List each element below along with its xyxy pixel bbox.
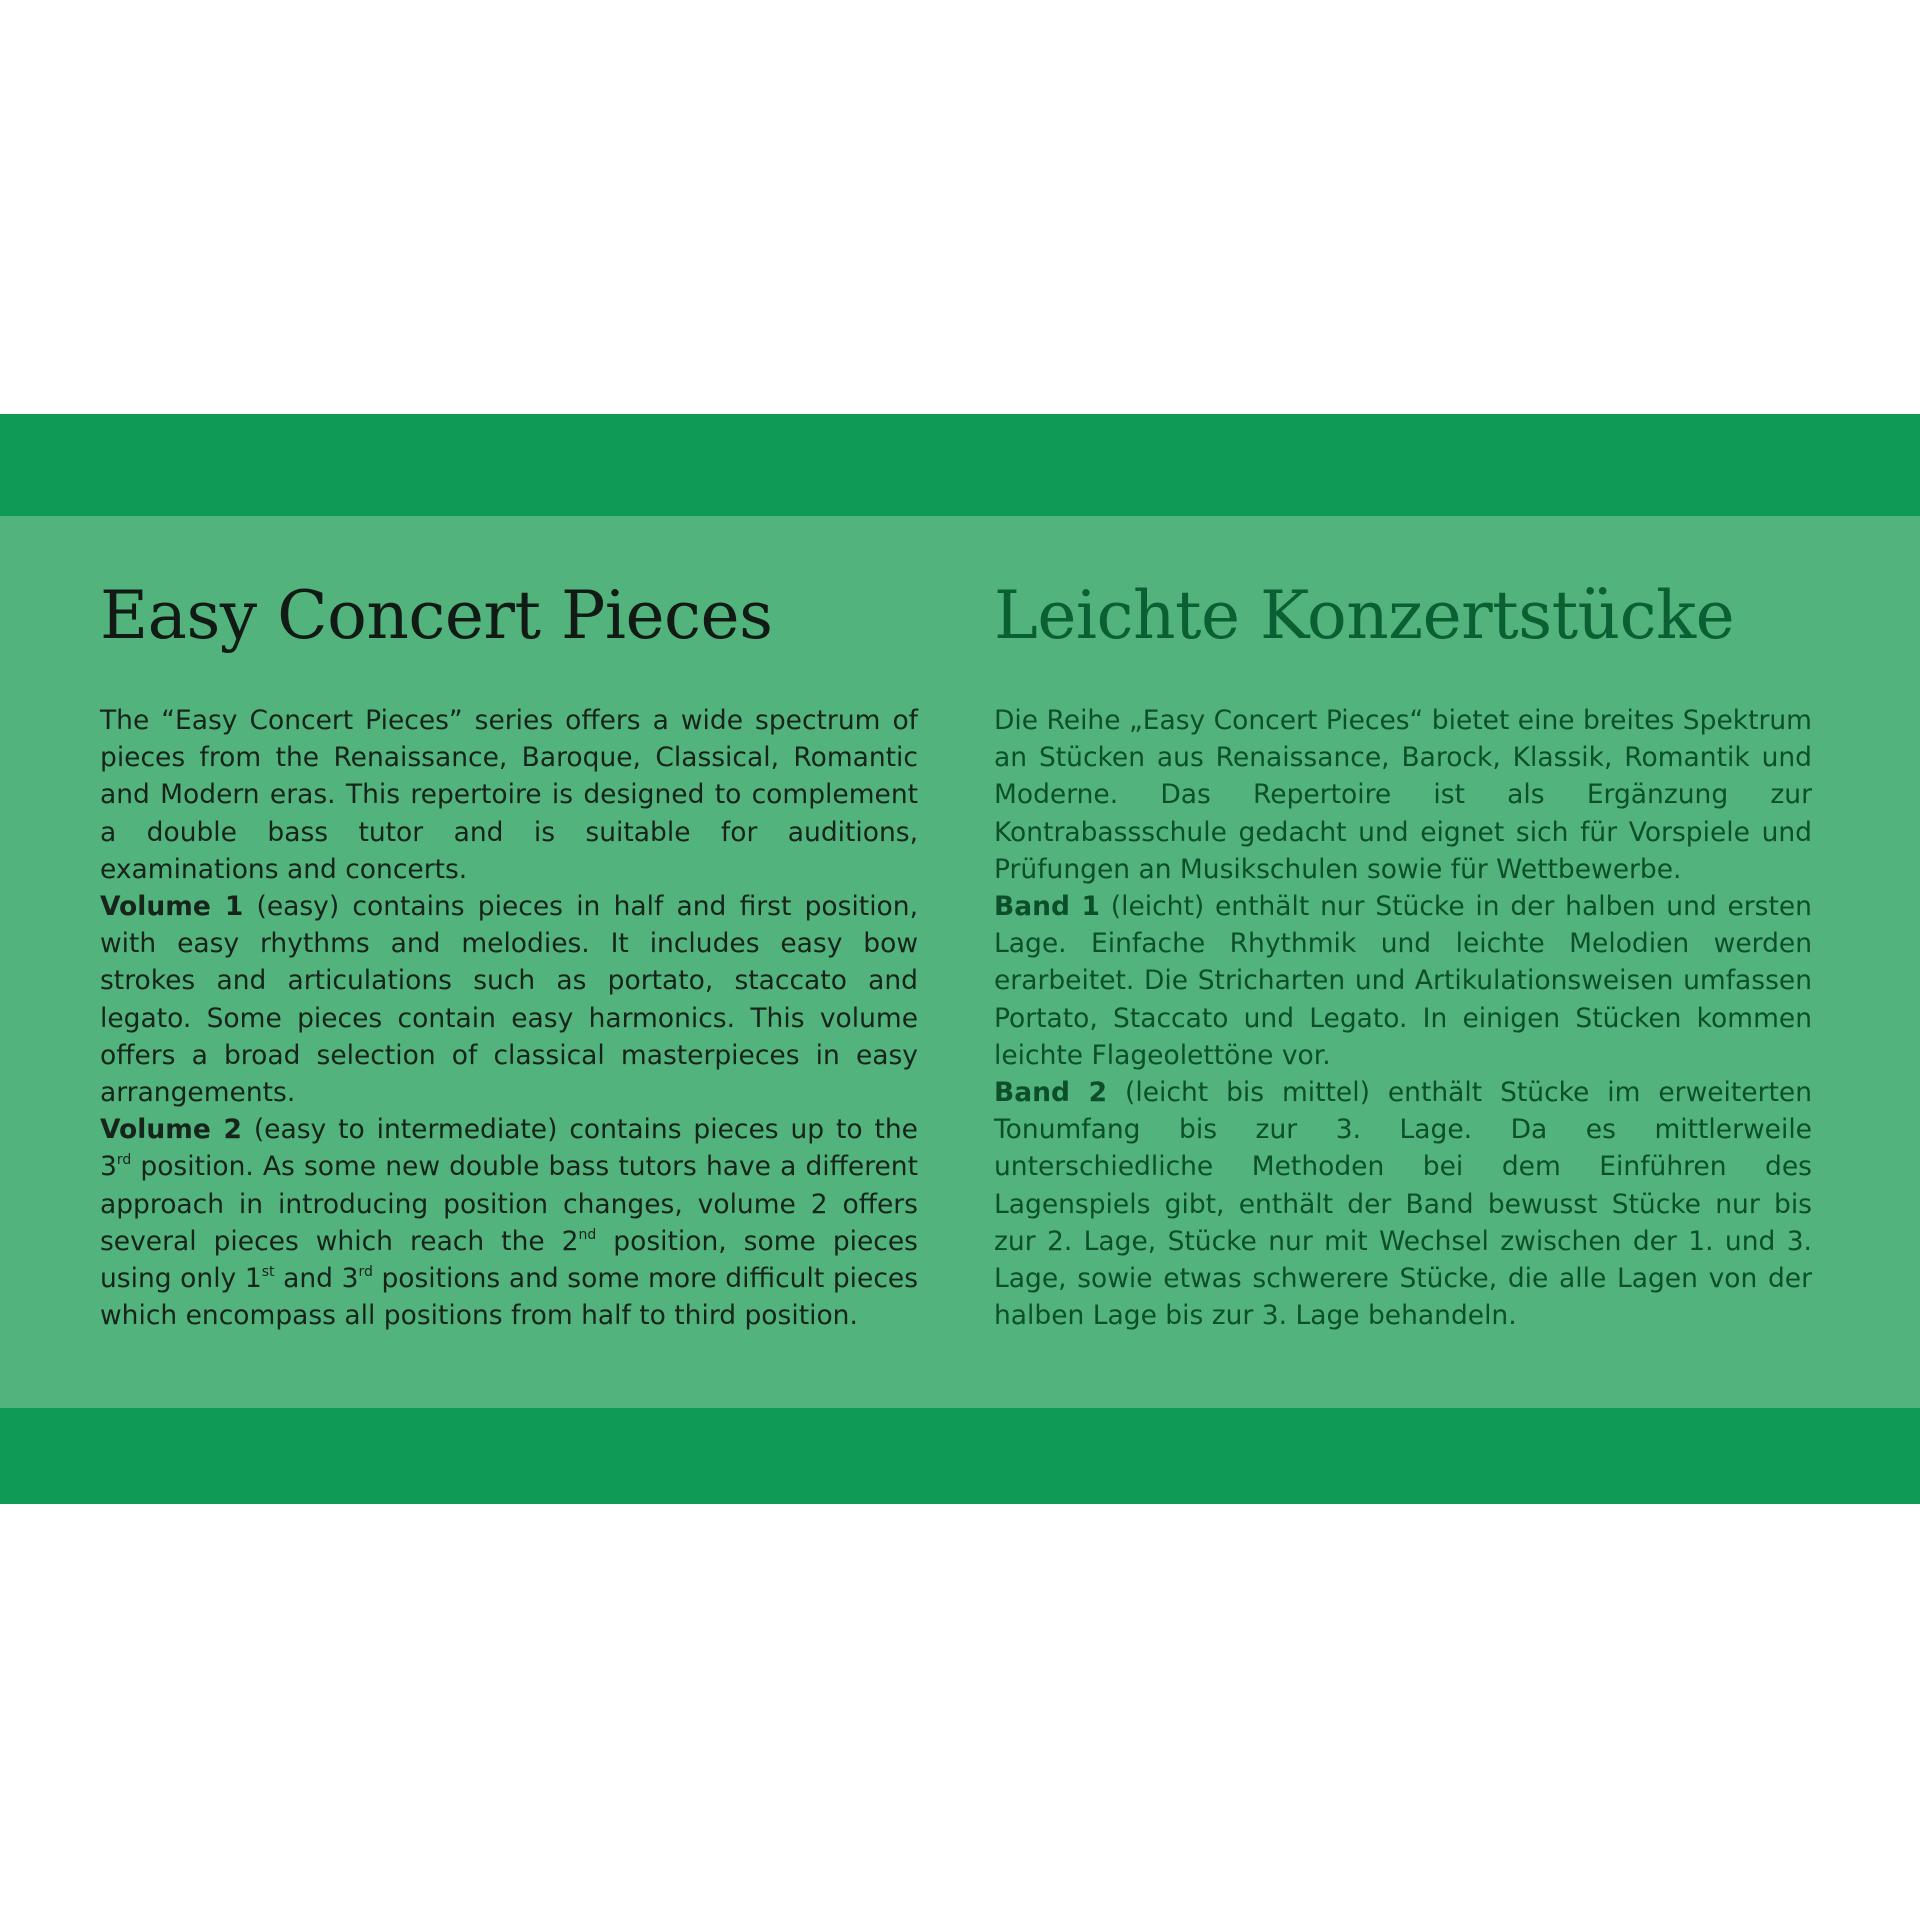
english-intro: The “Easy Concert Pieces” series offers a wide spectrum of pieces from the Renaissance, Baroque, Classical, Romantic and Modern eras. This repertoire is designed to complement a double bass tutor and is suitable for auditions, examinations and concerts. — [100, 705, 918, 885]
german-band2 — [994, 1074, 1812, 1334]
superscript-rd: rd — [116, 1152, 132, 1169]
superscript-nd: nd — [578, 1226, 597, 1243]
english-column — [100, 566, 918, 1334]
band2-text: (leicht bis mittel) enthält Stücke im erweiterten Tonumfang bis zur 3. Lage. Da es mittlerweile unterschiedliche Methoden bei dem Einführen des Lagenspiels gibt, enthält der Band bewusst Stücke nur bis zur 2. Lage, Stücke nur mit Wechsel zwischen der 1. und 3. Lage, sowie etwas schwerere Stücke, die alle Lagen von der halben Lage bis zur 3. Lage behandeln. — [994, 1077, 1812, 1332]
german-band1 — [994, 888, 1812, 1074]
band2-label: Band 2 — [994, 1077, 1108, 1109]
volume1-label: Volume 1 — [100, 891, 244, 923]
english-title: Easy Concert Pieces — [100, 577, 773, 654]
english-volume1 — [100, 888, 918, 1111]
volume2-text-5: positions and some more difficult pieces which encompass all positions from half to third position. — [100, 1263, 918, 1332]
english-volume2 — [100, 1111, 918, 1334]
volume2-text-2: position. As some new double bass tutors have a different approach in introducing position changes, volume 2 offers several pieces which reach the 2 — [100, 1151, 918, 1257]
volume1-text: (easy) contains pieces in half and first position, with easy rhythms and melodies. It includes easy bow strokes and articulations such as portato, staccato and legato. Some pieces contain easy harmonics. This volume offers a broad selection of classical masterpieces in easy arrangements. — [100, 891, 918, 1109]
german-column — [994, 566, 1812, 1334]
superscript-rd-2: rd — [358, 1264, 373, 1281]
volume2-text-4: and 3 — [274, 1263, 359, 1295]
english-body — [100, 702, 918, 1334]
top-green-band — [0, 414, 1920, 516]
volume2-label: Volume 2 — [100, 1114, 242, 1146]
german-intro: Die Reihe „Easy Concert Pieces“ bietet eine breites Spektrum an Stücken aus Renaissance, Barock, Klassik, Romantik und Moderne. Das Repertoire ist als Ergänzung zur Kontrabassschule gedacht und eignet sich für Vorspiele und Prüfungen an Musikschulen sowie für Wettbewerbe. — [994, 705, 1812, 885]
band1-label: Band 1 — [994, 891, 1100, 923]
german-body — [994, 702, 1812, 1334]
german-title: Leichte Konzertstücke — [994, 577, 1735, 654]
bottom-green-band — [0, 1408, 1920, 1504]
superscript-st: st — [261, 1264, 275, 1281]
band1-text: (leicht) enthält nur Stücke in der halben und ersten Lage. Einfache Rhythmik und leichte Melodien werden erarbeitet. Die Stricharten und Artikulationsweisen umfassen Portato, Staccato und Legato. In einigen Stücken kommen leichte Flageolettöne vor. — [994, 891, 1812, 1071]
volume2-text-3: position, some pieces using only 1 — [100, 1225, 918, 1295]
volume2-text-1: (easy to intermediate) contains pieces up to the 3 — [100, 1114, 918, 1183]
